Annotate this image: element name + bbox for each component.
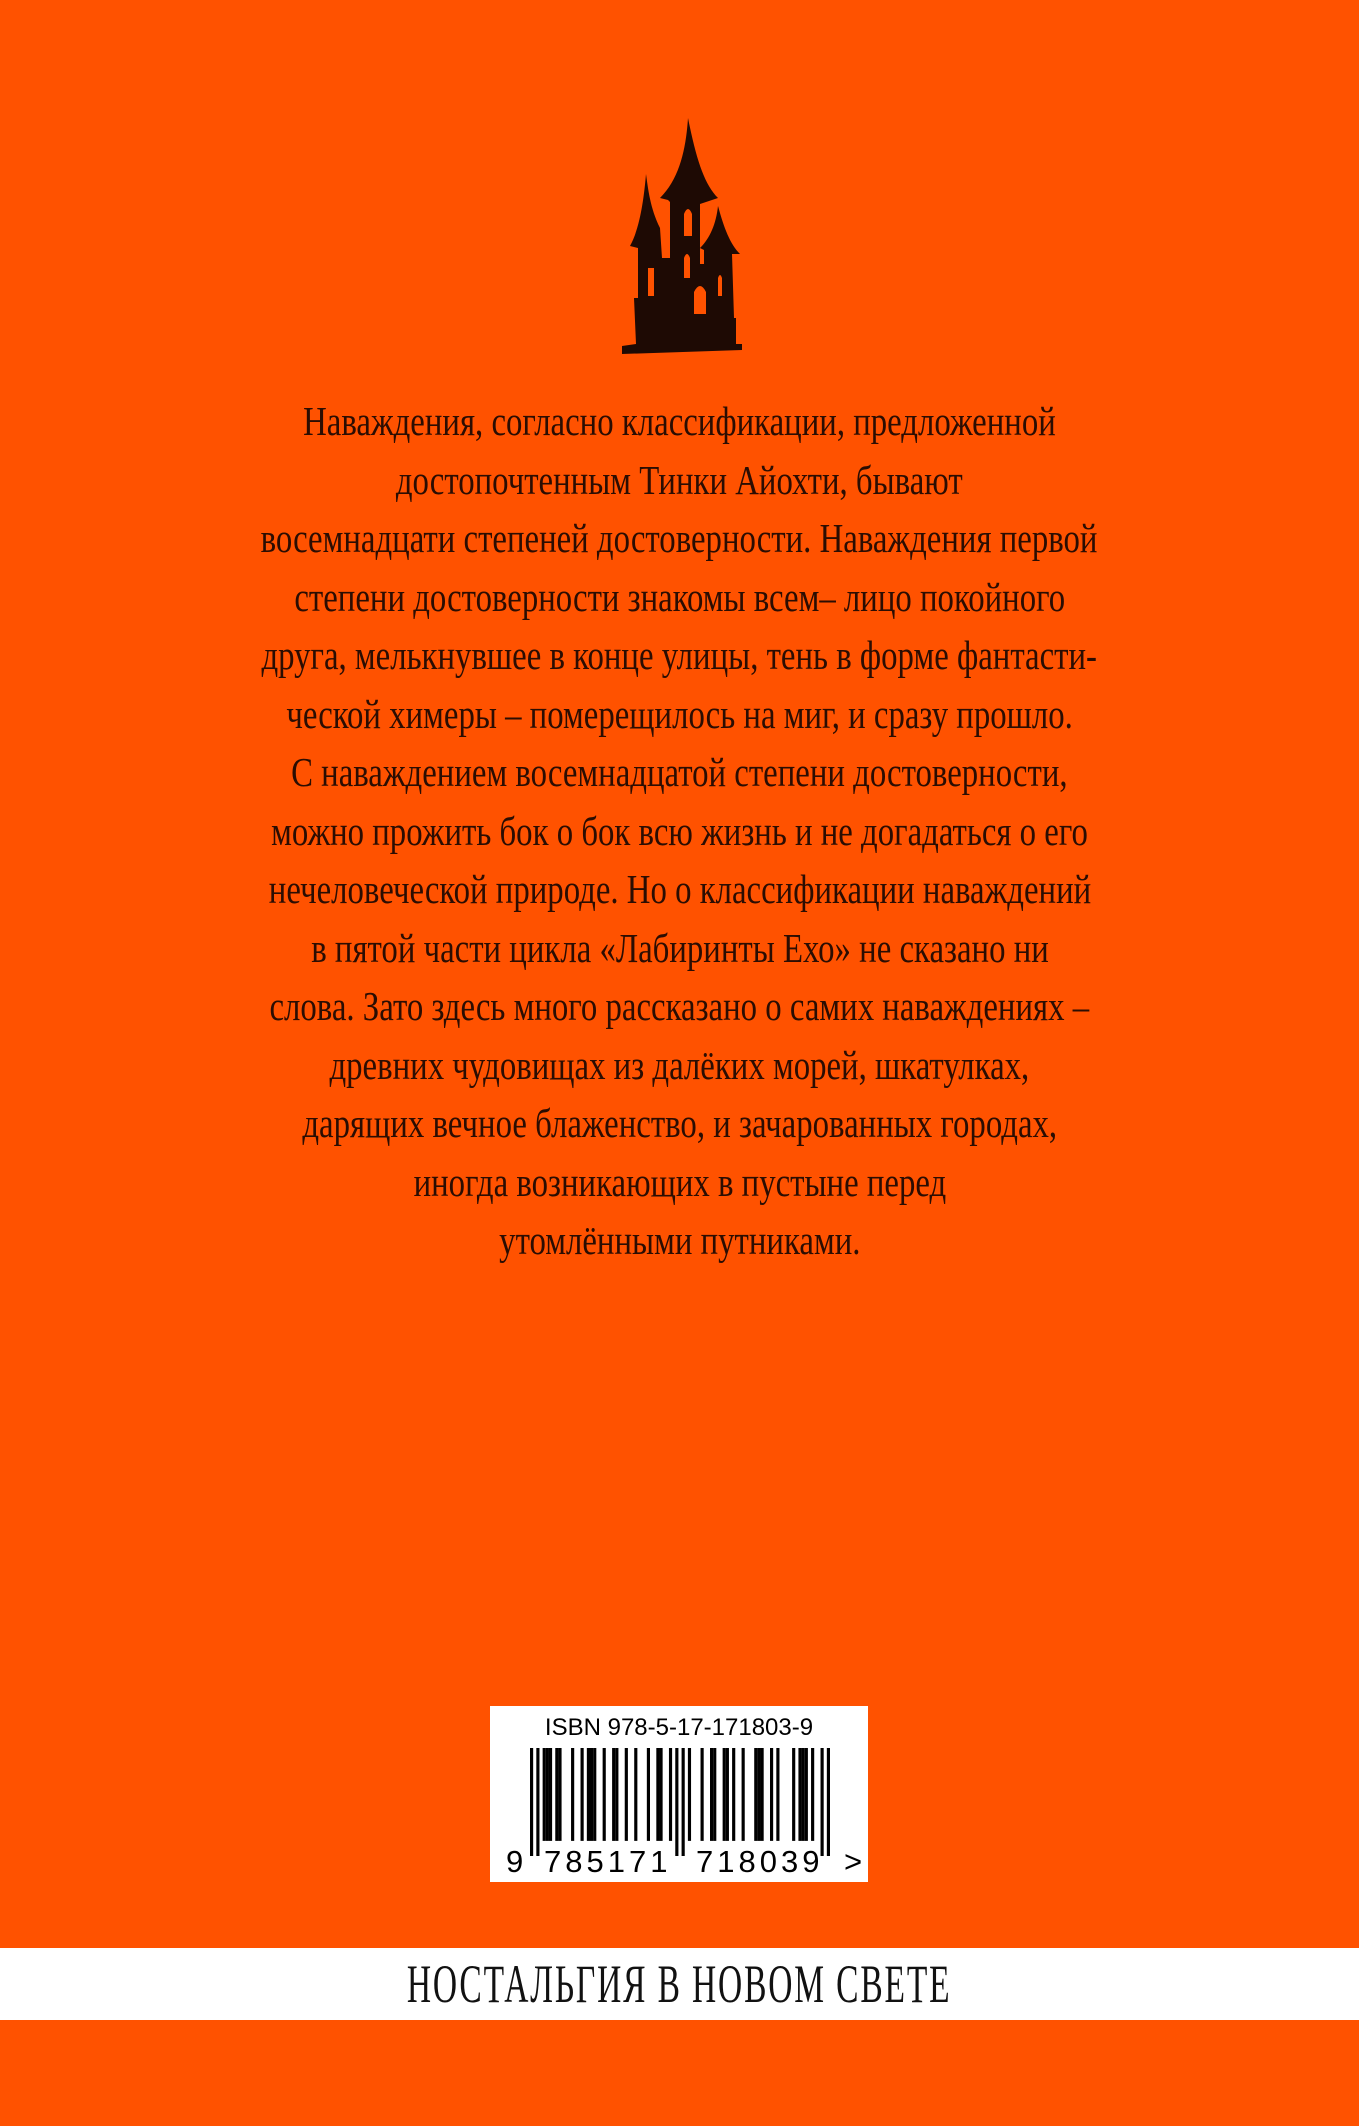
description-line (0, 1211, 1359, 1270)
barcode-bar (549, 1748, 552, 1841)
book-description (0, 392, 1359, 1270)
description-line (0, 860, 1359, 919)
barcode-bar (571, 1748, 574, 1841)
barcode-bar (669, 1748, 672, 1841)
barcode-bar (543, 1748, 546, 1841)
description-line (0, 568, 1359, 627)
barcode-bar (805, 1748, 808, 1841)
barcode-bar (713, 1748, 716, 1841)
description-line (0, 1153, 1359, 1212)
description-line-text: степени достоверности знакомы всем– лицо покойного (294, 573, 1065, 620)
description-line-text: слова. Зато здесь много рассказано о самих наваждениях – (269, 983, 1090, 1029)
description-line-text: ческой химеры – померещилось на миг, и сразу прошло. (286, 690, 1073, 737)
barcode-bar (710, 1748, 713, 1841)
description-line-text: дарящих вечное блаженство, и зачарованных городах, (302, 1100, 1057, 1146)
description-line (0, 451, 1359, 510)
description-line-text: в пятой части цикла «Лабиринты Ехо» не сказано ни (310, 924, 1049, 971)
barcode-bar (776, 1748, 779, 1841)
description-line-text: Наваждения, согласно классификации, предложенной (303, 398, 1056, 444)
barcode-bar (612, 1748, 615, 1841)
castle-icon (620, 118, 744, 354)
barcode-bar (754, 1748, 757, 1841)
description-line (0, 1094, 1359, 1153)
barcode-bar (675, 1748, 678, 1856)
barcode-bar (590, 1748, 593, 1841)
barcode-quiet-zone-mark: > (844, 1844, 863, 1879)
barcode-digits-left: 785171 (544, 1844, 672, 1879)
description-line-text: достопочтенным Тинки Айохти, бывают (396, 456, 963, 503)
barcode-bar (659, 1748, 662, 1841)
barcode-bar (587, 1748, 590, 1841)
series-band (0, 1948, 1359, 2020)
barcode-bar (625, 1748, 628, 1841)
barcode-bar (770, 1748, 773, 1841)
description-line-text: утомлёнными путниками. (498, 1217, 861, 1263)
barcode-bar (615, 1748, 618, 1841)
description-line (0, 919, 1359, 978)
description-line (0, 626, 1359, 685)
isbn-barcode (490, 1706, 868, 1882)
description-line (0, 685, 1359, 744)
description-line-text: нечеловеческой природе. Но о классификации наваждений (268, 866, 1091, 912)
barcode-bar (798, 1748, 801, 1841)
barcode-bar (726, 1748, 729, 1841)
barcode-bar (546, 1748, 549, 1841)
barcode-bar (634, 1748, 637, 1841)
barcode-digits-right: 718039 (696, 1844, 824, 1879)
description-line-text: можно прожить бок о бок всю жизнь и не догадаться о его (271, 807, 1088, 854)
barcode-digits (506, 1844, 863, 1880)
description-line-text: С наваждением восемнадцатой степени достоверности, (291, 749, 1068, 795)
barcode-bar (593, 1748, 596, 1841)
barcode-bar (555, 1748, 558, 1841)
description-line-text: друга, мелькнувшее в конце улицы, тень в форме фантасти- (261, 632, 1098, 678)
series-title: НОСТАЛЬГИЯ В НОВОМ СВЕТЕ (407, 1954, 952, 2014)
barcode-bar (792, 1748, 795, 1841)
description-line (0, 743, 1359, 802)
description-line (0, 509, 1359, 568)
barcode-bar (688, 1748, 691, 1841)
description-line-text: древних чудовищах из далёких морей, шкатулках, (329, 1041, 1030, 1088)
barcode-bar (603, 1748, 606, 1841)
description-line-text: восемнадцати степеней достоверности. Наваждения первой (261, 515, 1098, 561)
barcode-bar (656, 1748, 659, 1841)
barcode-bar (821, 1748, 824, 1856)
barcode-bars (530, 1748, 830, 1856)
barcode-bar (732, 1748, 735, 1841)
barcode-bar (701, 1748, 704, 1841)
description-line (0, 977, 1359, 1036)
barcode-bar (802, 1748, 805, 1841)
barcode-bar (558, 1748, 561, 1841)
description-line (0, 392, 1359, 451)
description-line-text: иногда возникающих в пустыне перед (413, 1158, 946, 1205)
barcode-bar (757, 1748, 760, 1841)
description-line (0, 802, 1359, 861)
barcode-bar (682, 1748, 685, 1856)
barcode-bar (536, 1748, 539, 1856)
isbn-label: ISBN 978-5-17-171803-9 (544, 1714, 814, 1741)
barcode-bar (742, 1748, 745, 1841)
barcode-bar (827, 1748, 830, 1856)
barcode-bar (811, 1748, 814, 1841)
barcode-digit-first: 9 (506, 1844, 524, 1879)
barcode-bar (647, 1748, 650, 1841)
description-line (0, 1036, 1359, 1095)
barcode-bar (723, 1748, 726, 1841)
barcode-bar (761, 1748, 764, 1841)
barcode-bar (530, 1748, 533, 1856)
barcode-bar (581, 1748, 584, 1841)
